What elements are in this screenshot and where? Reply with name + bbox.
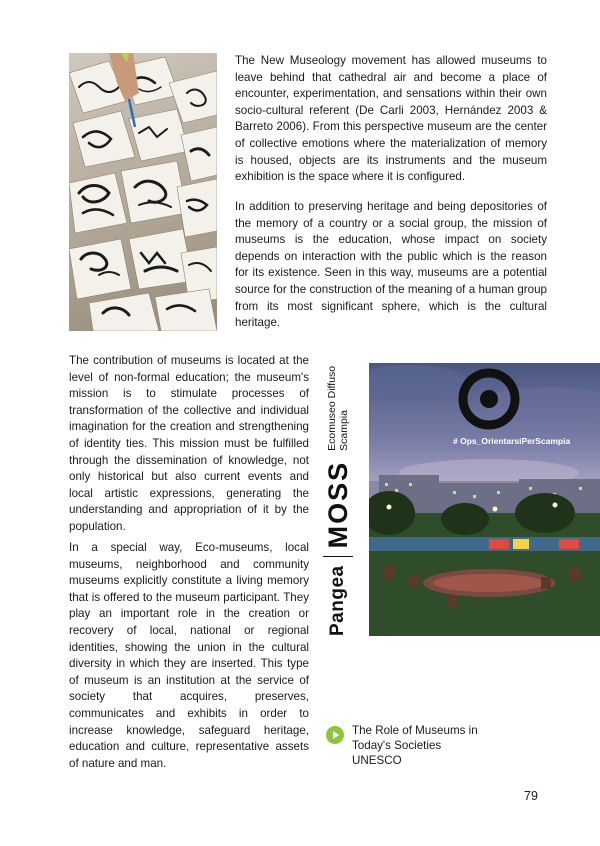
ecomuseo-line-2: Scampia [338,410,350,451]
hashtag-label: # Ops_OrientarsiPerScampia [453,436,571,446]
vertical-caption [323,360,353,636]
paragraph-new-museology: The New Museology movement has allowed museums to leave behind that cathedral air and become a place of encounter, experimentation, and sensations within their own socio-cultural referent (De Carli 2003, Hernández 2003 & Barreto 2006). From this perspective museum are the center of collective emotions where the materialization of memory is housed, objects are its instruments and the museum exhibition is the space where it is configured. [235,54,547,184]
link-line-2: Today's Societies [352,739,442,752]
scampia-photo [369,363,600,636]
moss-label: MOSS [322,460,353,549]
paragraph-eco-museums: In a special way, Eco-museums, local museums, neighborhood and community museums explicitly constitute a living memory that is offered to the museum participant. They play an important role in the creation or recovery of local, national or regional identities, showing the union in the cultural diversity in which they are inserted. This type of museum is an institution at the service of society that acquires, preserves, communicates and exhibits in order to increase knowledge, safeguard heritage, education and culture, representative assets of nature and man. [69,541,309,770]
pangea-label: Pangea [327,565,348,636]
ecomuseo-line-1: Ecomuseo Diffuso [326,365,338,451]
drawings-photo [69,53,217,331]
ecomuseo-label [326,366,350,451]
link-line-1: The Role of Museums in [352,724,478,737]
unesco-link[interactable] [352,723,502,768]
paragraph-heritage-mission: In addition to preserving heritage and being depositories of the memory of a country or a social group, the mission of museums is the education, whose impact on society depends on interaction with the public which is the reason for its existence. Seen in this way, museums are a potential source for the construction of the meaning of a human group from its most significant sphere, which is the cultural heritage. [235,200,547,330]
page-number: 79 [524,789,538,803]
link-line-3: UNESCO [352,754,402,767]
caption-divider [323,556,353,557]
play-icon[interactable] [326,726,344,744]
paragraph-contribution: The contribution of museums is located at the level of non-formal education; the museum's mission is to stimulate processes of transformation of the collective and individual imagination for the creation and strengthening of identity ties. This mission must be fulfilled through the dissemination of knowledge, not only historical but also current events and local artistic expressions, generating the understanding and appropriation of it by the population. [69,354,309,533]
